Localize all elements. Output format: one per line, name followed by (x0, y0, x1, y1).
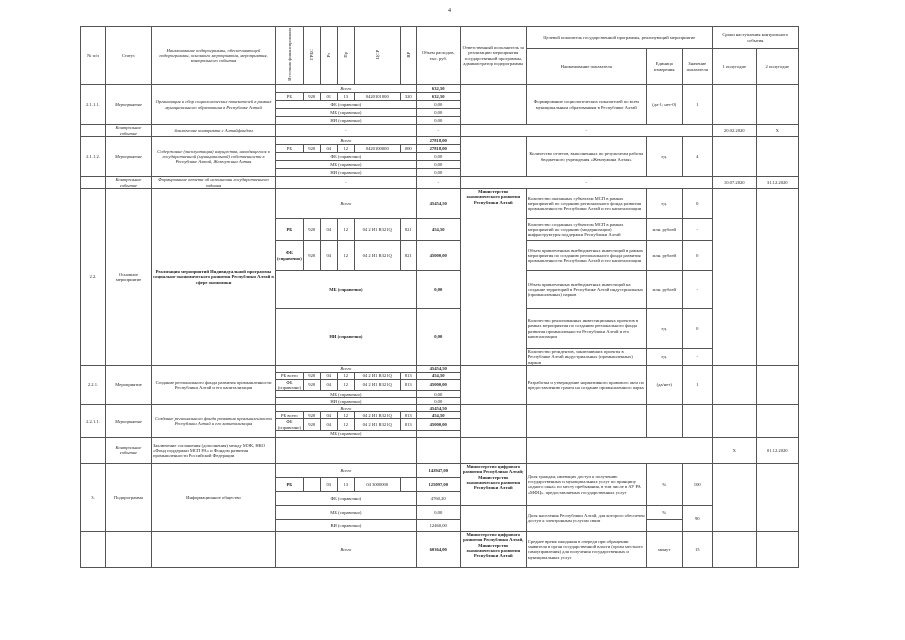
table-row: ФБ (справочно) 0,00 (81, 153, 799, 161)
table-row: ФБ (справочно) 920 04 12 04 2 И1 R321Q 813 45000,00 (81, 419, 799, 431)
col-status-header: Статус (106, 27, 152, 85)
table-row: 3. Подпрограмма Информационное общество Всего 142947,00 Министерство цифрового развития Республики Алтай; Министерство экономического развития Республики Алтай Доля граждан, имеющих доступ к получению государственных и муниципальных услуг по принципу «одного окна» по месту пребывания, в том числе в АУ РА «МФЦ», предоставляемых государственных услуг % 100 (81, 463, 799, 477)
col-executor-header: Ответственный исполнитель за реализацию мероприятия государственной программы, администратор подпрограммы (460, 27, 526, 85)
col-rz-header: Рз (320, 27, 337, 85)
table-row: ФБ (справочно) 920 04 12 04 2 И1 R321Q 813 45000,00 (81, 379, 799, 391)
table-row: РБ 920 01 13 0420101000 320 632,50 (81, 93, 799, 101)
col-volume-header: Объем расходов, тыс. руб. (416, 27, 460, 85)
table-row: МБ (справочно) 0,00 Объем привлеченных внебюджетных инвестиций на создание территорий в Республике Алтай индустриальных (промышленных) парков млн. рублей - (81, 271, 799, 309)
table-row: ВИ (справочно) 12460,00 (81, 519, 799, 531)
table-row: РБ 03 13 04 3000000 125097,00 (81, 477, 799, 491)
page-number: 4 (448, 8, 451, 14)
table-row: 2.2. Основное мероприятие Реализация мероприятий Индивидуальной программы социально-экономического развития Республики Алтай в сфере экономики Всего 45454,50 Министерство экономического развития Республики Алтай Количество оказанных субъектам МСП в рамках мероприятий по созданию регионального фонда развития промышленности Республики Алтай и его капитализации ед. 0 (81, 189, 799, 219)
table-row: МБ (справочно) 0,00 (81, 391, 799, 398)
table-row: РБ 920 04 12 0420100000 000 27818,00 (81, 145, 799, 153)
table-row: РБ 920 04 12 04 2 И1 R321Q 821 454,50 Количество созданных субъектом МСП в рамках мероприятий по созданию (модернизации) инфраструктуры поддержки Республики Алтай млн. рублей - (81, 219, 799, 241)
table-row: РБ всего 920 04 12 04 2 И1 R321Q 813 454,50 (81, 412, 799, 419)
col-grbs-header: ГРБС (303, 27, 320, 85)
col-value-header: Значение показателя (682, 49, 712, 85)
table-row: 2.1.1.2. Мероприятие Содержание (эксплуатация) имущества, находящегося в государственной (муниципальной) собственности в Республике Алтай, Жемчужина Алтая Всего 27818,00 Количество отчетов, выполненных по результатам работы бюджетного учреждения «Жемчужина Алтая» ед. 4 (81, 137, 799, 145)
col-ind-name-header: Наименование показателя (526, 49, 646, 85)
col-date2-header: 2 полугодие (756, 49, 798, 85)
col-dates-header: Сроки наступления контрольного события (712, 27, 798, 49)
col-name-header: Наименование подпрограммы, обеспечивающей подпрограммы, основного мероприятия, мероприятия, контрольного события (152, 27, 276, 85)
table-row: Всего 60364,00 Министерство цифрового развития Республики Алтай, Министерство экономического развития Республики Алтай Среднее время ожидания в очереди при обращении заявителя в орган государственной власти (орган местного самоуправления) для получения государственных и муниципальных услуг минут 15 (81, 531, 799, 567)
table-row: МБ (справочно) 0,00 (81, 161, 799, 169)
program-table (80, 26, 799, 568)
col-indicator-header: Целевой показатель государственной программы, реализующий мероприятие (526, 27, 712, 49)
table-row: ФБ (справочно) 920 04 12 04 2 И1 R321Q 821 45000,00 Объем привлеченных внебюджетных инвестиций в рамках мероприятия по созданию регионального фонда развития промышленности Республики Алтай и его капитализации млн. рублей 0 (81, 241, 799, 271)
table-row: РБ всего 920 04 12 04 2 И1 R321Q 813 454,50 (81, 372, 799, 379)
col-num-header: № п/п (81, 27, 106, 85)
table-row: 2.2.1. Мероприятие Создание регионального фонда развития промышленности Республики Алтай и его капитализация Всего 45454,50 Разработка и утверждение нормативного правового акта по предоставлению гранта на создание промышленного парка (да/нет) 1 (81, 365, 799, 372)
col-source-header: Источник финансирования (276, 27, 304, 85)
table-row: НИ (справочно) 0,00 (81, 117, 799, 125)
col-csr-header: ЦСР (354, 27, 400, 85)
table-row: Количество резидентов, заключивших проекты в Республике Алтай индустриальных (промышленных) парков ед. - (81, 349, 799, 366)
table-row: МБ (справочно) 0,00 (81, 109, 799, 117)
table-row: НИ (справочно) 0,00 (81, 398, 799, 405)
table-row: МБ (справочно) 0,00 Доля населения Республики Алтай, для которого обеспечен доступ к электронным услугам связи % 90 (81, 505, 799, 519)
table-row: НИ (справочно) 0,00 Количество реализованных инвестиционных проектов в рамках мероприятия по созданию регионального фонда развития промышленности Республики Алтай и его капитализации ед. 0 (81, 309, 799, 349)
control-event-row: Контрольное событие Заключение контракта с Алтайфондом - - - 20.02.2020 Х (81, 125, 799, 137)
table-row: НИ (справочно) 0,00 (81, 169, 799, 177)
col-pr-header: Пр (337, 27, 354, 85)
control-event-row: Контрольное событие Формирование отчета об исполнении государственного задания - - - 10.07.2020 31.12.2020 (81, 177, 799, 189)
table-row: ФБ (справочно) 4760,20 (81, 491, 799, 505)
col-date1-header: 1 полугодие (712, 49, 756, 85)
table-row: МБ (справочно) (81, 430, 799, 437)
header-row (81, 27, 799, 49)
table-row: 2.1.1.1. Мероприятие Организация и сбор социологических показателей в рамках муниципального образования в Республике Алтай Всего 632,50 Формирование социологических показателей по всем муниципальным образованиям в Республике Алтай (да-1; нет-0) 1 (81, 85, 799, 93)
table-row: 2.2.1.1. Мероприятие Создание регионального фонда развития промышленности Республики Алтай и его капитализация Всего 45454,50 (81, 405, 799, 412)
col-unit-header: Единица измерения (646, 49, 682, 85)
control-event-row: Контрольное событие Заключение соглашения (дополнения) между МЭК, НКО «Фонд поддержки МСП РА» и Фондом развития промышленности Российской Федерации Х 01.12.2020 (81, 437, 799, 463)
table-row: ФБ (справочно) 0,00 (81, 101, 799, 109)
col-vr-header: ВР (400, 27, 416, 85)
